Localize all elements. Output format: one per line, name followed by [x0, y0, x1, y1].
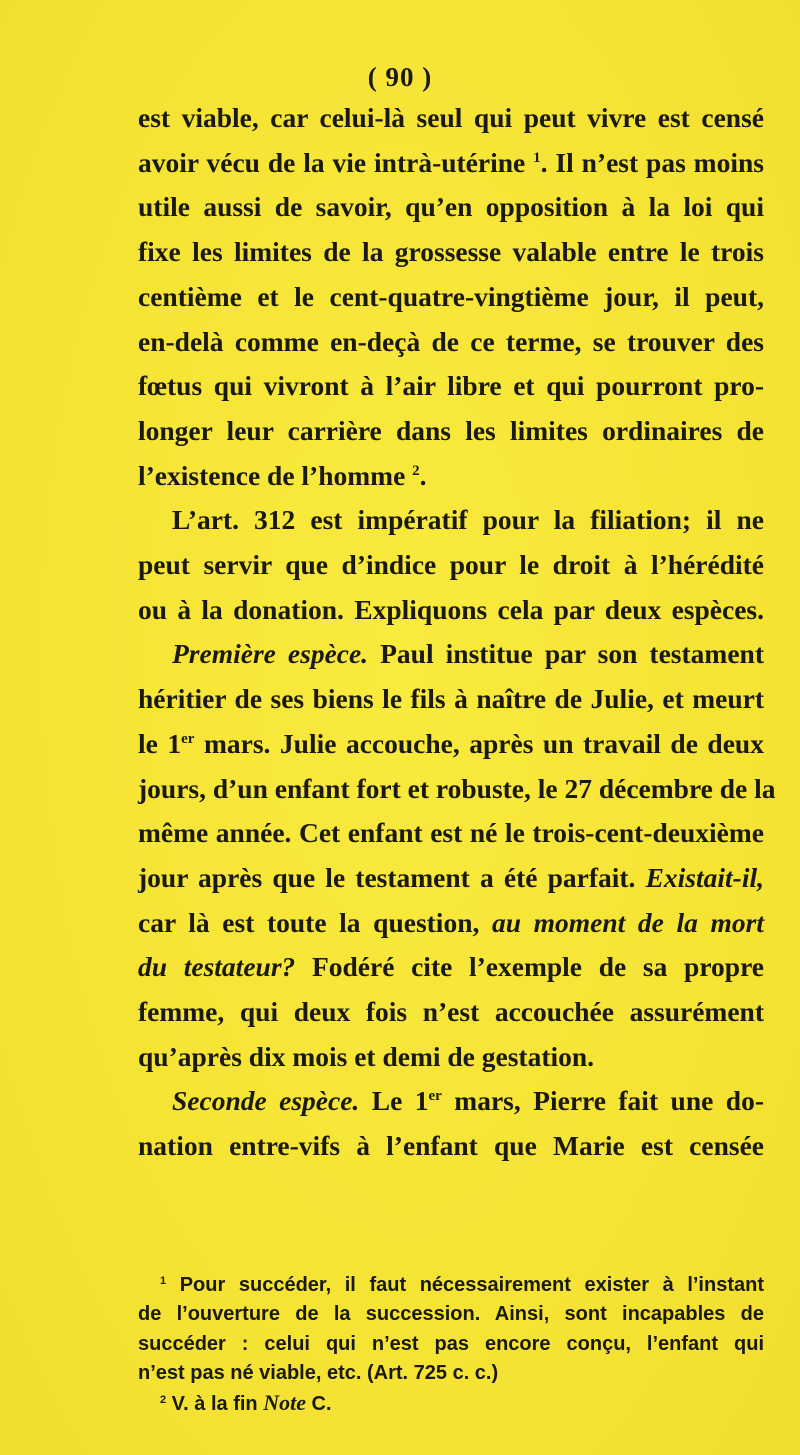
italic-heading: Première espèce.	[172, 638, 369, 670]
text-line: centième et le cent-quatre-vingtième jour, il peut,	[138, 280, 764, 312]
text-line: femme, qui deux fois n’est accouchée assurément	[138, 996, 764, 1028]
text-line: le 1er mars. Julie accouche, après un travail de deux	[138, 727, 764, 759]
text-line: car là est toute la question, au moment de la mort	[138, 906, 764, 938]
text-line: qu’après dix mois et demi de gestation.	[138, 1040, 595, 1072]
text-line: est viable, car celui-là seul qui peut vivre est censé	[138, 102, 764, 133]
footnote-ref-2: 2	[412, 462, 420, 479]
text-line: même année. Cet enfant est né le trois-cent-deuxième	[138, 817, 764, 849]
text-line: nation entre-vifs à l’enfant que Marie est censée	[138, 1130, 764, 1162]
body-text	[138, 96, 776, 1169]
ordinal-suffix: er	[428, 1088, 442, 1105]
text-line: l’existence de l’homme $^2$.	[138, 459, 427, 491]
text-line: peut servir que d’indice pour le droit à l’hérédité	[138, 549, 764, 581]
ordinal-suffix: er	[181, 730, 195, 747]
italic-text: Existait-il,	[645, 861, 764, 893]
footnote-marker-1: 1	[160, 1275, 167, 1287]
page-number: ( 90 )	[367, 62, 433, 92]
text-line: héritier de ses biens le fils à naître de Julie, et meurt	[138, 683, 764, 715]
text-line: Seconde espèce. Le 1er mars, Pierre fait une do-	[172, 1085, 764, 1117]
footnote-line: de l’ouverture de la succession. Ainsi, sont incapables de	[138, 1303, 764, 1326]
text-line: jour après que le testament a été parfait. Existait-il,	[138, 861, 764, 893]
footnote-marker-2: 2	[160, 1394, 167, 1407]
italic-text: au moment de la mort	[491, 906, 764, 938]
text-line: Première espèce. Paul institue par son testament	[172, 638, 764, 670]
text-line: longer leur carrière dans les limites ordinaires de	[138, 414, 764, 446]
footnotes	[138, 1271, 764, 1419]
italic-text: Note	[263, 1390, 306, 1416]
text-line: jours, d’un enfant fort et robuste, le 27 décembre de la	[138, 772, 776, 804]
text-line: du testateur? Fodéré cite l’exemple de sa propre	[138, 951, 764, 983]
footnote-ref-1: 1	[533, 149, 541, 166]
text-line: fœtus qui vivront à l’air libre et qui pourront pro-	[138, 370, 764, 402]
text-line: L’art. 312 est impératif pour la filiation; il ne	[172, 504, 764, 536]
text-line: avoir vécu de la vie intrà-utérine $^1$. Il n’est pas moins	[138, 146, 764, 178]
footnote-line: n’est pas né viable, etc. (Art. 725 c. c.)	[138, 1361, 499, 1384]
italic-heading: Seconde espèce.	[172, 1085, 360, 1117]
italic-text: du testateur?	[138, 951, 296, 983]
text-line: en-delà comme en-deçà de ce terme, se trouver des	[138, 325, 764, 357]
footnote-line: $^2$ V. à la fin Note C.	[160, 1390, 332, 1416]
text-line: fixe les limites de la grossesse valable entre le trois	[138, 236, 764, 268]
footnote-line: $^1$ Pour succéder, il faut nécessairement exister à l’instant	[160, 1274, 764, 1296]
text-line: utile aussi de savoir, qu’en opposition à la loi qui	[138, 191, 764, 223]
footnote-line: succéder : celui qui n’est pas encore conçu, l’enfant qui	[138, 1332, 764, 1355]
text-line: ou à la donation. Expliquons cela par deux espèces.	[138, 593, 764, 625]
